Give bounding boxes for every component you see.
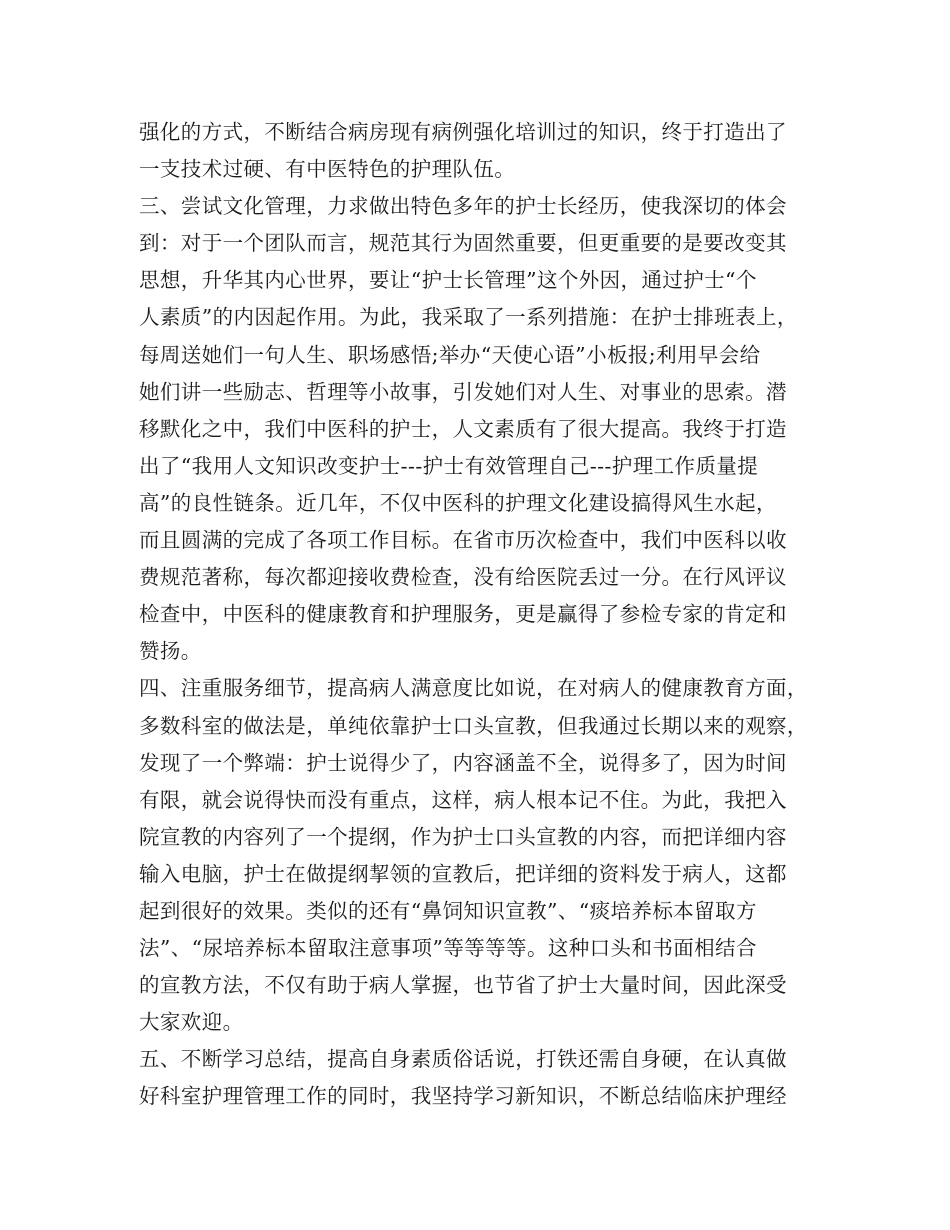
text-line: 到：对于一个团队而言，规范其行为固然重要，但更重要的是要改变其 <box>139 231 787 256</box>
body-text <box>139 114 829 1116</box>
text-line: 强化的方式，不断结合病房现有病例强化培训过的知识，终于打造出了 <box>139 120 787 144</box>
text-line: 法”、“尿培养标本留取注意事项”等等等等。这种口头和书面相结合 <box>139 936 757 961</box>
text-line: 赞扬。 <box>139 639 202 664</box>
text-line: 的宣教方法，不仅有助于病人掌握，也节省了护士大量时间，因此深受 <box>139 973 787 998</box>
text-line: 输入电脑，护士在做提纲挈领的宣教后，把详细的资料发于病人，这都 <box>139 861 787 886</box>
text-line: 有限，就会说得快而没有重点，这样，病人根本记不住。为此，我把入 <box>139 787 787 812</box>
text-line: 出了“我用人文知识改变护士---护士有效管理自己---护理工作质量提 <box>139 453 759 478</box>
text-line: 而且圆满的完成了各项工作目标。在省市历次检查中，我们中医科以收 <box>139 528 787 553</box>
text-line: 多数科室的做法是，单纯依靠护士口头宣教，但我通过长期以来的观察， <box>139 713 808 738</box>
text-line: 她们讲一些励志、哲理等小故事，引发她们对人生、对事业的思索。潜 <box>139 379 787 404</box>
text-line: 移默化之中，我们中医科的护士，人文素质有了很大提高。我终于打造 <box>139 416 787 441</box>
text-line: 三、尝试文化管理，力求做出特色多年的护士长经历，使我深切的体会 <box>139 194 787 219</box>
text-line: 人素质”的内因起作用。为此，我采取了一系列措施：在护士排班表上， <box>139 305 798 330</box>
text-line: 院宣教的内容列了一个提纲，作为护士口头宣教的内容，而把详细内容 <box>139 824 787 849</box>
text-line: 好科室护理管理工作的同时，我坚持学习新知识，不断总结临床护理经 <box>139 1084 787 1109</box>
text-line: 四、注重服务细节，提高病人满意度比如说，在对病人的健康教育方面， <box>139 676 808 701</box>
text-line: 五、不断学习总结，提高自身素质俗话说，打铁还需自身硬，在认真做 <box>139 1047 787 1072</box>
text-line: 思想，升华其内心世界，要让“护士长管理”这个外因，通过护士“个 <box>139 268 757 293</box>
text-line: 一支技术过硬、有中医特色的护理队伍。 <box>139 157 516 182</box>
text-line: 起到很好的效果。类似的还有“鼻饲知识宣教”、“痰培养标本留取方 <box>139 898 757 923</box>
text-line: 检查中，中医科的健康教育和护理服务，更是赢得了参检专家的肯定和 <box>139 602 787 627</box>
text-line: 每周送她们一句人生、职场感悟;举办“天使心语”小板报;利用早会给 <box>139 342 761 367</box>
text-line: 高”的良性链条。近几年，不仅中医科的护理文化建设搞得风生水起， <box>139 490 777 515</box>
text-line: 费规范著称，每次都迎接收费检查，没有给医院丢过一分。在行风评议 <box>139 565 787 590</box>
text-line: 大家欢迎。 <box>139 1010 244 1035</box>
text-line: 发现了一个弊端：护士说得少了，内容涵盖不全，说得多了，因为时间 <box>139 750 787 775</box>
